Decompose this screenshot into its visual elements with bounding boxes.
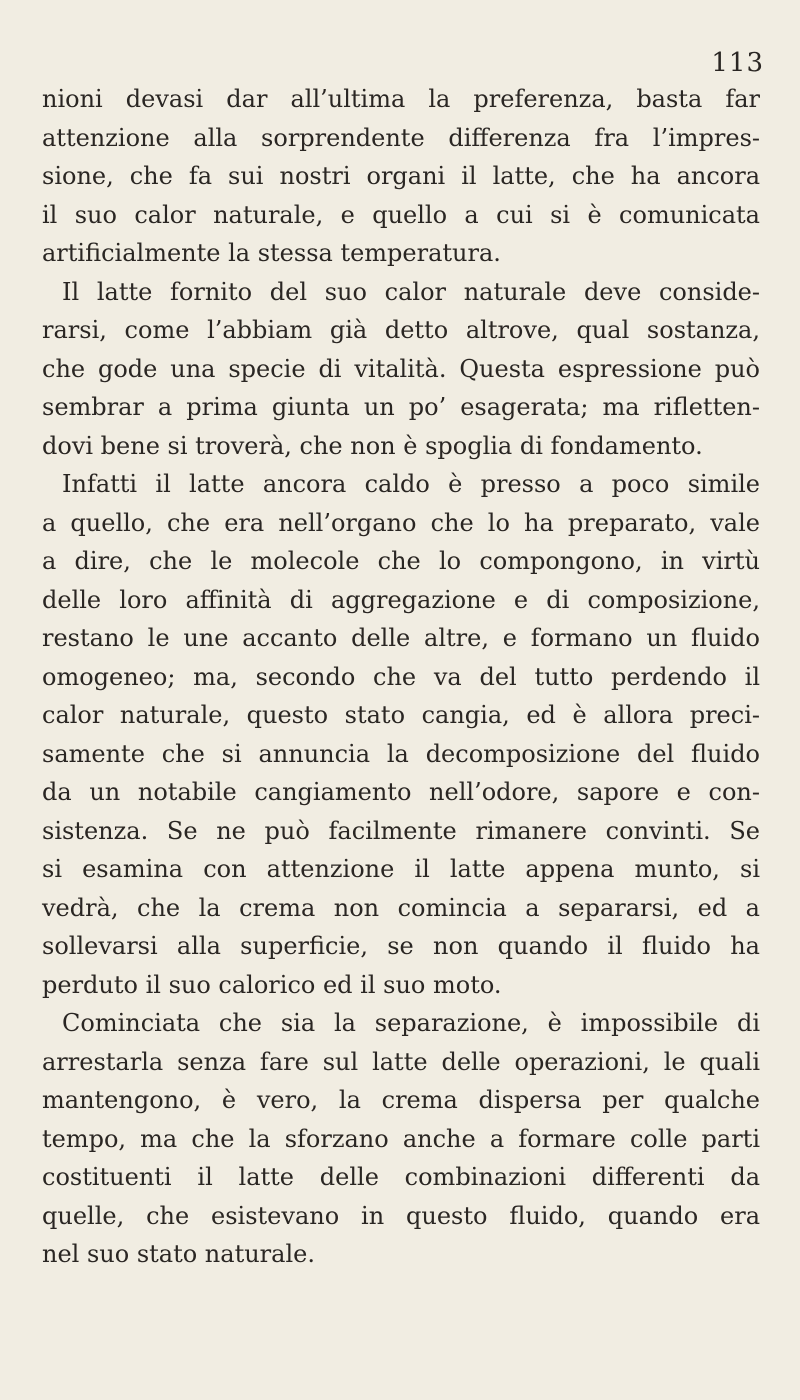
text-line: sollevarsi alla superficie, se non quando il fluido ha <box>42 932 760 960</box>
text-line: Il latte fornito del suo calor naturale deve conside- <box>62 277 760 306</box>
text-line: che gode una specie di vitalità. Questa espressione può <box>42 354 760 383</box>
text-line: attenzione alla sorprendente differenza fra l’impres- <box>42 123 760 152</box>
page-number: 113 <box>711 48 764 78</box>
text-line: quelle, che esistevano in questo fluido, quando era <box>42 1201 760 1230</box>
text-line: a quello, che era nell’organo che lo ha preparato, vale <box>42 508 760 537</box>
text-line: costituenti il latte delle combinazioni differenti da <box>42 1163 760 1191</box>
text-line: perduto il suo calorico ed il suo moto. <box>42 970 502 999</box>
text-line: si esamina con attenzione il latte appena munto, si <box>42 855 760 883</box>
text-line: sistenza. Se ne può facilmente rimanere convinti. Se <box>42 816 760 845</box>
text-line: sione, che fa sui nostri organi il latte, che ha ancora <box>42 162 760 190</box>
text-line: arrestarla senza fare sul latte delle operazioni, le quali <box>42 1047 760 1076</box>
text-line: Cominciata che sia la separazione, è impossibile di <box>62 1009 760 1037</box>
body-text <box>42 80 760 1274</box>
text-line: delle loro affinità di aggregazione e di composizione, <box>42 585 760 614</box>
text-line: mantengono, è vero, la crema dispersa per qualche <box>42 1086 760 1114</box>
text-line: Infatti il latte ancora caldo è presso a poco simile <box>62 470 760 498</box>
text-line: tempo, ma che la sforzano anche a formare colle parti <box>42 1124 760 1153</box>
text-line: da un notabile cangiamento nell’odore, sapore e con- <box>42 778 760 806</box>
text-line: a dire, che le molecole che lo compongono, in virtù <box>42 547 760 575</box>
text-line: calor naturale, questo stato cangia, ed è allora preci- <box>42 701 760 729</box>
text-line: nioni devasi dar all’ultima la preferenza, basta far <box>42 85 760 113</box>
text-line: omogeneo; ma, secondo che va del tutto perdendo il <box>42 662 760 691</box>
text-line: sembrar a prima giunta un po’ esagerata; ma rifletten- <box>42 393 760 421</box>
text-line: artificialmente la stessa temperatura. <box>42 239 501 267</box>
text-line: restano le une accanto delle altre, e formano un fluido <box>42 624 760 652</box>
text-line: dovi bene si troverà, che non è spoglia di fondamento. <box>42 431 703 460</box>
text-line: il suo calor naturale, e quello a cui si è comunicata <box>42 200 760 229</box>
text-line: vedrà, che la crema non comincia a separarsi, ed a <box>42 893 760 922</box>
text-line: nel suo stato naturale. <box>42 1240 315 1268</box>
text-line: samente che si annuncia la decomposizione del fluido <box>42 739 760 768</box>
text-line: rarsi, come l’abbiam già detto altrove, qual sostanza, <box>42 316 760 344</box>
